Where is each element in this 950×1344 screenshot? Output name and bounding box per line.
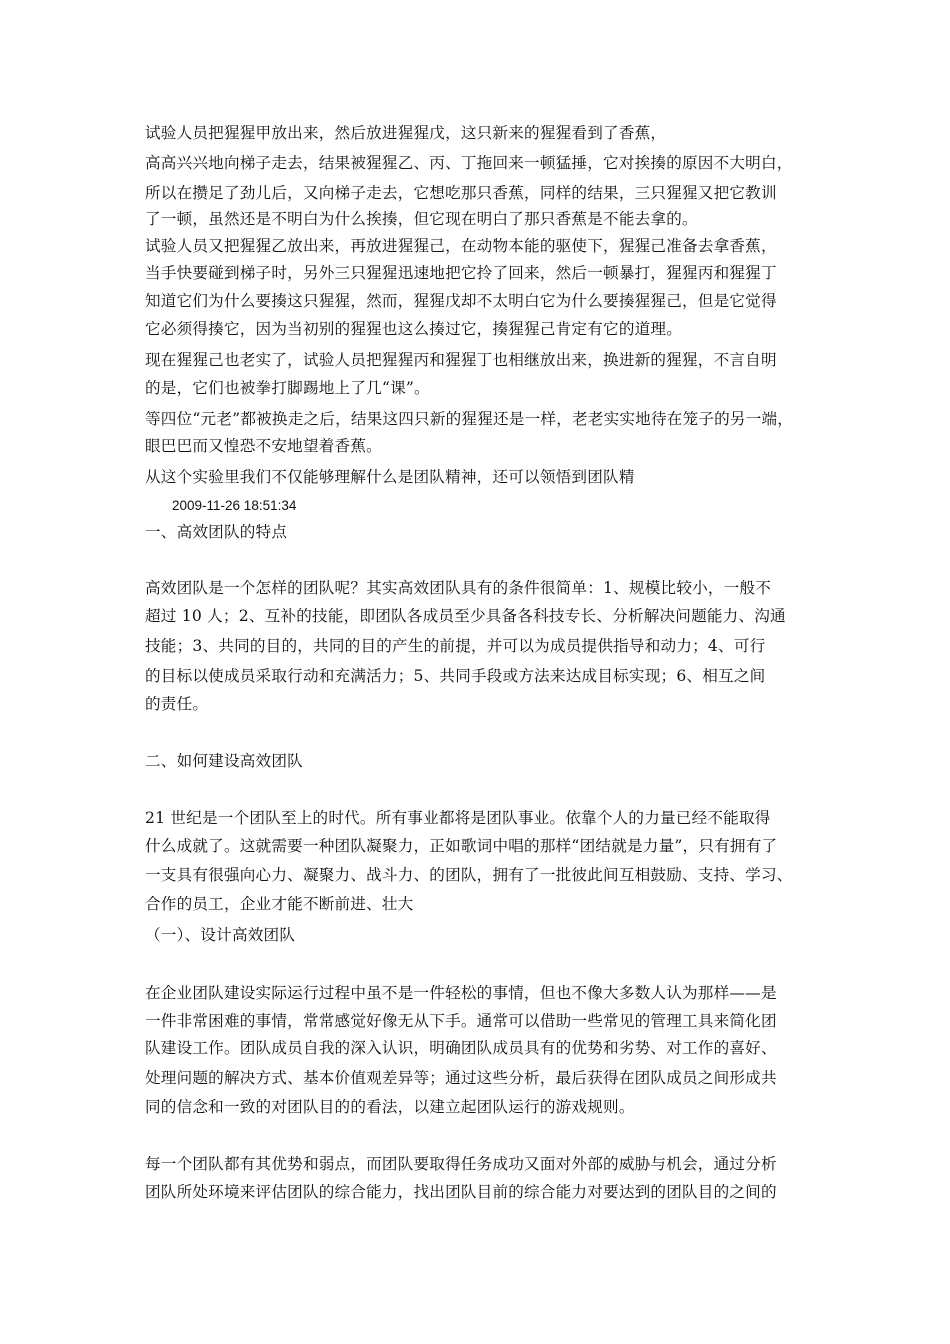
text-line: 团队所处环境来评估团队的综合能力，找出团队目前的综合能力对要达到的团队目的之间的 xyxy=(145,1183,777,1201)
text-line: 队建设工作。团队成员自我的深入认识，明确团队成员具有的优势和劣势、对工作的喜好、 xyxy=(145,1039,777,1057)
text-line: 试验人员又把猩猩乙放出来，再放进猩猩己，在动物本能的驱使下，猩猩己准备去拿香蕉， xyxy=(145,237,777,255)
text-line: 高效团队是一个怎样的团队呢？其实高效团队具有的条件很简单：1、规模比较小，一般不 xyxy=(145,579,772,597)
text-line: 从这个实验里我们不仅能够理解什么是团队精神，还可以领悟到团队精 xyxy=(145,468,635,486)
text-line: 在企业团队建设实际运行过程中虽不是一件轻松的事情，但也不像大多数人认为那样——是 xyxy=(145,984,777,1002)
section-heading: 二、如何建设高效团队 xyxy=(145,752,303,770)
text-line: 一件非常困难的事情，常常感觉好像无从下手。通常可以借助一些常见的管理工具来简化团 xyxy=(145,1012,777,1030)
text-line: 所以在攒足了劲儿后，又向梯子走去，它想吃那只香蕉，同样的结果，三只猩猩又把它教训 xyxy=(145,184,777,202)
text-line: 同的信念和一致的对团队目的的看法，以建立起团队运行的游戏规则。 xyxy=(145,1098,635,1116)
text-line: 超过 10 人；2、互补的技能，即团队各成员至少具备各科技专长、分析解决问题能力、沟通 xyxy=(145,607,786,625)
text-line: 知道它们为什么要揍这只猩猩，然而，猩猩戊却不太明白它为什么要揍猩猩己，但是它觉得 xyxy=(145,292,777,310)
text-line: 高高兴兴地向梯子走去，结果被猩猩乙、丙、丁拖回来一顿猛捶，它对挨揍的原因不大明白， xyxy=(145,154,793,172)
text-line: 每一个团队都有其优势和弱点，而团队要取得任务成功又面对外部的威胁与机会，通过分析 xyxy=(145,1155,777,1173)
text-line: 的责任。 xyxy=(145,695,209,713)
timestamp: 2009-11-26 18:51:34 xyxy=(172,498,297,513)
text-line: 试验人员把猩猩甲放出来，然后放进猩猩戊，这只新来的猩猩看到了香蕉， xyxy=(145,124,667,142)
text-line: 等四位“元老”都被换走之后，结果这四只新的猩猩还是一样，老老实实地待在笼子的另一端， xyxy=(145,410,794,428)
text-line: 它必须得揍它，因为当初别的猩猩也这么揍过它，揍猩猩己肯定有它的道理。 xyxy=(145,320,682,338)
subsection-heading: （一）、设计高效团队 xyxy=(145,926,296,944)
text-line: 眼巴巴而又惶恐不安地望着香蕉。 xyxy=(145,437,382,455)
text-line: 合作的员工，企业才能不断前进、壮大 xyxy=(145,895,414,913)
text-line: 当手快要碰到梯子时，另外三只猩猩迅速地把它拎了回来，然后一顿暴打，猩猩丙和猩猩丁 xyxy=(145,264,777,282)
text-line: 处理问题的解决方式、基本价值观差异等；通过这些分析，最后获得在团队成员之间形成共 xyxy=(145,1069,777,1087)
text-line: 一支具有很强向心力、凝聚力、战斗力、的团队，拥有了一批彼此间互相鼓励、支持、学习、 xyxy=(145,866,793,884)
text-line: 的目标以使成员采取行动和充满活力；5、共同手段或方法来达成目标实现；6、相互之间 xyxy=(145,667,766,685)
text-line: 技能；3、共同的目的，共同的目的产生的前提，并可以为成员提供指导和动力；4、可行 xyxy=(145,637,766,655)
text-line: 的是，它们也被拳打脚踢地上了几“课”。 xyxy=(145,379,430,397)
section-heading: 一、高效团队的特点 xyxy=(145,523,288,541)
text-line: 什么成就了。这就需要一种团队凝聚力，正如歌词中唱的那样“团结就是力量”，只有拥有了 xyxy=(145,837,778,855)
text-line: 了一顿，虽然还是不明白为什么挨揍，但它现在明白了那只香蕉是不能去拿的。 xyxy=(145,210,698,228)
text-line: 21 世纪是一个团队至上的时代。所有事业都将是团队事业。依靠个人的力量已经不能取得 xyxy=(145,809,771,827)
text-line: 现在猩猩己也老实了，试验人员把猩猩丙和猩猩丁也相继放出来，换进新的猩猩，不言自明 xyxy=(145,351,777,369)
